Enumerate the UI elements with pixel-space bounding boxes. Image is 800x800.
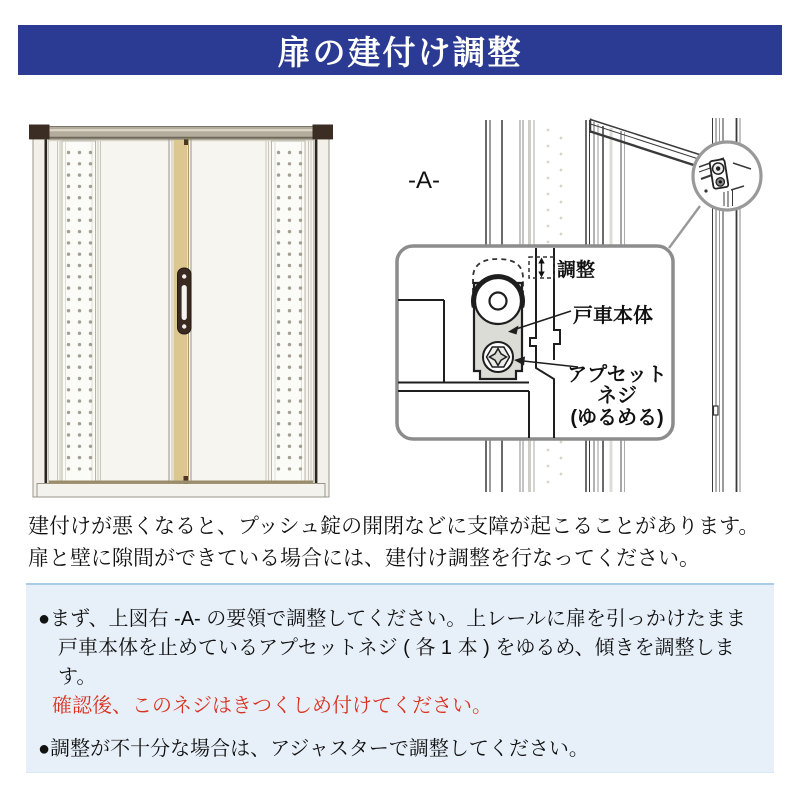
vent-hole (277, 388, 280, 391)
texture-fleck (547, 465, 550, 468)
texture-fleck (547, 481, 550, 484)
vent-hole (288, 445, 291, 448)
vent-hole (89, 445, 92, 448)
vent-hole (277, 320, 280, 323)
vent-hole (67, 298, 70, 301)
vent-hole (299, 219, 302, 222)
vent-hole (89, 411, 92, 414)
magnifier-circle (693, 142, 761, 210)
texture-fleck (560, 441, 563, 444)
vent-hole (299, 377, 302, 380)
vent-hole (78, 433, 81, 436)
vent-hole (67, 286, 70, 289)
vent-hole (288, 354, 291, 357)
vent-hole (78, 422, 81, 425)
texture-fleck (547, 209, 550, 212)
texture-fleck (560, 153, 563, 156)
vent-hole (67, 162, 70, 165)
vent-hole (89, 185, 92, 188)
vent-hole (299, 185, 302, 188)
vent-hole (277, 422, 280, 425)
vent-hole (67, 445, 70, 448)
texture-fleck (560, 217, 563, 220)
vent-hole (277, 230, 280, 233)
vent-hole (89, 399, 92, 402)
screw-label-2: ネジ (597, 385, 637, 407)
left-post-gap (45, 139, 48, 485)
vent-hole (89, 286, 92, 289)
texture-fleck (560, 473, 563, 476)
vent-hole (67, 185, 70, 188)
page-title: 扉の建付け調整 (277, 33, 523, 71)
vent-hole (78, 298, 81, 301)
vent-hole (277, 354, 280, 357)
adjust-label: 調整 (557, 260, 596, 281)
texture-fleck (547, 145, 550, 148)
vent-hole (89, 320, 92, 323)
vent-hole (67, 377, 70, 380)
vent-hole (277, 456, 280, 459)
vent-hole (89, 173, 92, 176)
texture-fleck (547, 193, 550, 196)
vent-hole (288, 411, 291, 414)
vent-hole (299, 151, 302, 154)
vent-hole (67, 309, 70, 312)
vent-hole (277, 275, 280, 278)
texture-fleck (560, 233, 563, 236)
instruction-bullet1-line1: ●まず、上図右 -A- の要領で調整してください。上レールに扉を引っかけたまま (38, 608, 746, 630)
frame-latch (714, 406, 719, 415)
vent-hole (299, 196, 302, 199)
vent-hole (277, 253, 280, 256)
vent-hole (89, 388, 92, 391)
vent-hole (78, 343, 81, 346)
vent-hole (277, 298, 280, 301)
vent-hole (67, 399, 70, 402)
vent-hole (288, 219, 291, 222)
instruction-warning-line: 確認後、このネジはきつくしめ付けてください。 (52, 695, 492, 717)
vent-hole (288, 320, 291, 323)
vent-hole (277, 185, 280, 188)
instruction-bullet2: ●調整が不十分な場合は、アジャスターで調整してください。 (38, 738, 589, 760)
vent-hole (89, 309, 92, 312)
vent-hole (67, 207, 70, 210)
vent-hole (288, 388, 291, 391)
vent-hole (78, 185, 81, 188)
vent-hole (299, 264, 302, 267)
vent-hole (67, 332, 70, 335)
vent-hole (299, 207, 302, 210)
texture-fleck (547, 225, 550, 228)
vent-hole (288, 456, 291, 459)
vent-hole (299, 354, 302, 357)
vent-hole (89, 207, 92, 210)
vent-hole (89, 253, 92, 256)
vent-hole (288, 298, 291, 301)
vent-hole (288, 332, 291, 335)
vent-hole (89, 422, 92, 425)
vent-hole (288, 241, 291, 244)
vent-hole (277, 309, 280, 312)
vent-hole (89, 343, 92, 346)
bottom-rail (37, 484, 325, 498)
vent-hole (78, 309, 81, 312)
vent-hole (67, 411, 70, 414)
door-front-figure (29, 125, 333, 498)
vent-hole (288, 286, 291, 289)
vent-hole (78, 196, 81, 199)
texture-fleck (560, 201, 563, 204)
vent-hole (67, 230, 70, 233)
vent-hole (277, 196, 280, 199)
vent-hole (67, 354, 70, 357)
vent-hole (288, 433, 291, 436)
intro-line-1: 建付けが悪くなると、プッシュ錠の開閉などに支障が起こることがあります。 (28, 515, 760, 538)
rail-cap-right (313, 125, 334, 140)
vent-hole (299, 366, 302, 369)
vent-hole (277, 467, 280, 470)
vent-hole (277, 343, 280, 346)
vent-hole (288, 196, 291, 199)
adjustment-callout (397, 246, 673, 439)
instruction-box (26, 583, 774, 773)
header-bar (18, 25, 782, 75)
upset-screw (483, 342, 513, 372)
vent-hole (277, 411, 280, 414)
vent-hole (78, 411, 81, 414)
vent-hole (288, 343, 291, 346)
vent-hole (78, 264, 81, 267)
texture-fleck (547, 161, 550, 164)
door-handle (178, 268, 192, 334)
vent-hole (288, 230, 291, 233)
vent-hole (288, 377, 291, 380)
vent-hole (89, 456, 92, 459)
roller-bracket-mini (709, 159, 728, 189)
vent-hole (89, 230, 92, 233)
vent-hole (67, 253, 70, 256)
vent-hole (299, 241, 302, 244)
vent-hole (299, 343, 302, 346)
detail-a-label: -A- (408, 167, 440, 194)
vent-hole (78, 320, 81, 323)
vent-hole (78, 445, 81, 448)
texture-fleck (560, 169, 563, 172)
vent-hole (277, 433, 280, 436)
vent-hole (277, 207, 280, 210)
vent-hole (288, 162, 291, 165)
vent-hole (89, 433, 92, 436)
vent-hole (67, 264, 70, 267)
vent-hole (288, 275, 291, 278)
vent-hole (277, 366, 280, 369)
intro-paragraph (28, 511, 788, 574)
vent-hole (277, 264, 280, 267)
vent-hole (299, 422, 302, 425)
vent-hole (67, 241, 70, 244)
vent-hole (299, 173, 302, 176)
texture-fleck (547, 241, 550, 244)
vent-hole (78, 286, 81, 289)
vent-hole (299, 309, 302, 312)
vent-hole (288, 207, 291, 210)
vent-hole (277, 377, 280, 380)
vent-hole (89, 366, 92, 369)
screw-label-1: アプセット (567, 364, 667, 386)
vent-hole (288, 253, 291, 256)
vent-hole (288, 309, 291, 312)
vent-hole (299, 388, 302, 391)
vent-hole (299, 275, 302, 278)
vent-hole (67, 275, 70, 278)
vent-hole (78, 173, 81, 176)
vent-hole (78, 354, 81, 357)
vent-hole (89, 467, 92, 470)
vent-hole (288, 264, 291, 267)
vent-hole (78, 388, 81, 391)
vent-hole (288, 151, 291, 154)
vent-hole (89, 219, 92, 222)
vent-hole (89, 298, 92, 301)
vent-hole (299, 253, 302, 256)
vent-hole (67, 366, 70, 369)
vent-hole (78, 377, 81, 380)
vent-hole (67, 151, 70, 154)
vent-hole (277, 332, 280, 335)
vent-hole (288, 173, 291, 176)
vent-hole (89, 241, 92, 244)
vent-hole (78, 456, 81, 459)
vent-hole (89, 151, 92, 154)
vent-hole (277, 162, 280, 165)
vent-hole (78, 399, 81, 402)
vent-hole (299, 445, 302, 448)
texture-fleck (560, 137, 563, 140)
vent-hole (288, 185, 291, 188)
vent-hole (288, 366, 291, 369)
vent-hole (299, 230, 302, 233)
vent-hole (89, 264, 92, 267)
vent-hole (89, 332, 92, 335)
texture-fleck (547, 129, 550, 132)
vent-hole (78, 332, 81, 335)
vent-hole (299, 162, 302, 165)
vent-hole (89, 162, 92, 165)
roller-wheel (474, 277, 523, 324)
vent-hole (67, 219, 70, 222)
texture-fleck (547, 449, 550, 452)
vent-hole (299, 411, 302, 414)
texture-fleck (560, 185, 563, 188)
vent-hole (78, 467, 81, 470)
vent-hole (299, 456, 302, 459)
vent-hole (67, 467, 70, 470)
vent-hole (299, 399, 302, 402)
magnifier-leader-line (669, 206, 700, 248)
frame-corner-figure (397, 118, 761, 492)
right-post-gap (315, 139, 318, 485)
vent-hole (78, 162, 81, 165)
roller-label: 戸車本体 (573, 305, 653, 327)
vent-hole (299, 286, 302, 289)
vent-hole (89, 354, 92, 357)
vent-hole (67, 456, 70, 459)
vent-hole (78, 219, 81, 222)
vent-hole (78, 366, 81, 369)
vent-hole (277, 445, 280, 448)
vent-hole (299, 320, 302, 323)
vent-hole (78, 230, 81, 233)
vent-hole (277, 173, 280, 176)
vent-hole (67, 388, 70, 391)
vent-hole (288, 422, 291, 425)
rail-cap-left (29, 125, 50, 140)
vent-hole (89, 196, 92, 199)
vent-hole (78, 275, 81, 278)
vent-hole (299, 433, 302, 436)
intro-line-2: 扉と壁に隙間ができている場合には、建付け調整を行なってください。 (28, 546, 700, 570)
vent-hole (299, 467, 302, 470)
vent-hole (288, 467, 291, 470)
vent-hole (299, 298, 302, 301)
vent-hole (277, 151, 280, 154)
vent-hole (67, 173, 70, 176)
figures-illustration (0, 100, 800, 515)
vent-hole (78, 253, 81, 256)
vent-hole (67, 320, 70, 323)
top-rail (29, 125, 333, 140)
vent-hole (89, 377, 92, 380)
vent-hole (67, 433, 70, 436)
texture-fleck (547, 177, 550, 180)
vent-hole (67, 343, 70, 346)
vent-hole (277, 286, 280, 289)
texture-fleck (560, 457, 563, 460)
vent-strip-left (62, 141, 96, 481)
vent-hole (78, 207, 81, 210)
vent-hole (288, 399, 291, 402)
vent-hole (78, 241, 81, 244)
vent-hole (277, 399, 280, 402)
vent-strip-right (272, 141, 306, 481)
vent-hole (67, 196, 70, 199)
vent-hole (277, 241, 280, 244)
vent-hole (78, 151, 81, 154)
vent-hole (277, 219, 280, 222)
vent-hole (299, 332, 302, 335)
screw-label-3: (ゆるめる) (570, 407, 664, 429)
vent-hole (67, 422, 70, 425)
vent-hole (89, 275, 92, 278)
instruction-bullet1-line2: 戸車本体を止めているアプセットネジ ( 各 1 本 ) をゆるめ、傾きを調整します。 (58, 637, 735, 688)
